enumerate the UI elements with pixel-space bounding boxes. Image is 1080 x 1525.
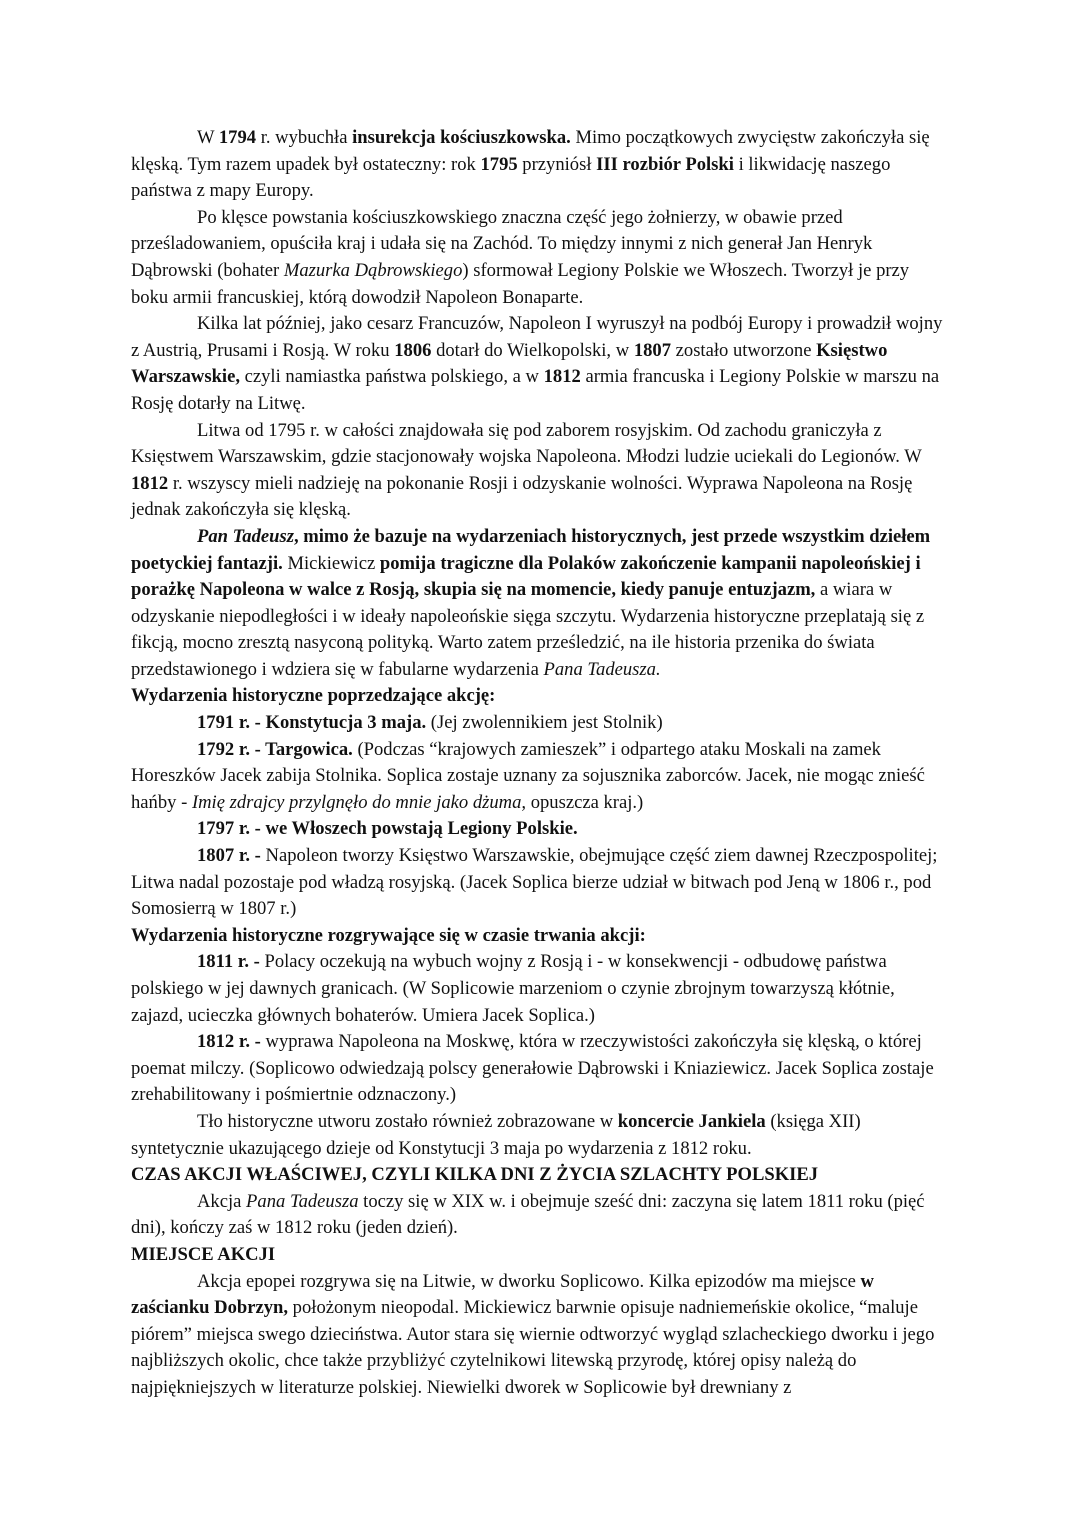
bold-text: 1812 r. -: [197, 1031, 261, 1053]
text: ) sformował Legiony Polskie we Włoszech. Tworzył je przy boku armii francuskiej, którą dowodził Napoleon Bonaparte.: [131, 259, 910, 308]
bold-text: 1807: [633, 339, 671, 361]
bold-text: 1806: [394, 339, 432, 361]
text: Akcja: [197, 1190, 247, 1212]
text: Akcja epopei rozgrywa się na Litwie, w dworku Soplicowo. Kilka epizodów ma miejsce: [197, 1270, 861, 1292]
heading-events-before: Wydarzenia historyczne poprzedzające akcję:: [131, 685, 496, 707]
text: armia francuska i Legiony Polskie w marszu na Rosję dotarły na Litwę.: [131, 366, 940, 414]
event-1797: [131, 816, 949, 843]
paragraph-czas-akcji: [131, 1189, 949, 1242]
text: W: [197, 127, 219, 148]
italic-text: Pana Tadeusza: [246, 1190, 359, 1212]
text: dotarł do Wielkopolski, w: [431, 339, 634, 361]
heading-events-during: Wydarzenia historyczne rozgrywające się w czasie trwania akcji:: [131, 924, 646, 946]
paragraph-napoleon: [131, 311, 949, 417]
bold-text: koncercie Jankiela: [617, 1110, 766, 1132]
paragraph-miejsce-akcji: [131, 1269, 949, 1402]
event-1791: [131, 710, 949, 737]
bold-text: III rozbiór Polski: [596, 153, 734, 175]
bold-text: 1795: [480, 153, 518, 175]
heading-czas-akcji: CZAS AKCJI WŁAŚCIWEJ, CZYLI KILKA DNI Z ŻYCIA SZLACHTY POLSKIEJ: [131, 1164, 819, 1186]
text: (Podczas “krajowych zamieszek” i odpartego ataku Moskali na zamek Horeszków Jacek zabija Stolnika. Soplica zostaje uznany za sojusznika zaborców. Jacek, nie mogąc znieść hańby -: [131, 738, 925, 813]
bold-text: 1797 r. - we Włoszech powstają Legiony Polskie.: [197, 818, 578, 840]
bold-text: 1807 r. -: [197, 845, 261, 867]
bold-text: 1812: [131, 472, 169, 494]
text: (księga XII) syntetycznie ukazującego dzieje od Konstytucji 3 maja po wydarzenia z 1812 roku.: [131, 1110, 861, 1159]
text: wyprawa Napoleona na Moskwę, która w rzeczywistości zakończyła się klęską, o której poemat milczy. (Soplicowo odwiedzają polscy generałowie Dąbrowski i Kniaziewicz. Jacek Soplica zostaje zrehabilitowany i pośmiertnie odznaczony.): [131, 1031, 934, 1106]
text: położonym nieopodal. Mickiewicz barwnie opisuje nadniemeńskie okolice, “maluje piórem” miejsca swego dzieciństwa. Autor stara się wiernie odtworzyć wygląd szlacheckiego dworku i jego najbliższych okolic, chce także przybliżyć czytelnikowi litewską przyrodę, której opisy należą do najpiękniejszych w literaturze polskiej. Niewielki dworek w Soplicowie był drewniany z: [131, 1297, 935, 1398]
bold-text: 1811 r. -: [197, 951, 260, 973]
text: przyniósł: [517, 153, 597, 175]
text: Litwa od 1795 r. w całości znajdowała się pod zaborem rosyjskim. Od zachodu graniczyła z Księstwem Warszawskim, gdzie stacjonowały wojska Napoleona. Młodzi ludzie uciekali do Legionów. W: [131, 419, 922, 468]
text: Mickiewicz: [282, 552, 380, 574]
text: czyli namiastka państwa polskiego, a w: [239, 366, 544, 388]
event-1812: [131, 1029, 949, 1109]
paragraph-legiony: [131, 205, 949, 311]
bold-italic-text: Pan Tadeusz: [197, 525, 294, 547]
bold-text: w zaścianku Dobrzyn,: [131, 1270, 874, 1319]
text: Po klęsce powstania kościuszkowskiego znaczna część jego żołnierzy, w obawie przed prześladowaniem, opuściła kraj i udała się na Zachód. To między innymi z nich generał Jan Henryk Dąbrowski (bohater: [131, 206, 873, 281]
event-1792: [131, 737, 949, 817]
text: zostało utworzone: [671, 339, 817, 361]
paragraph-pan-tadeusz: [131, 524, 949, 684]
text: Tło historyczne utworu zostało również zobrazowane w: [197, 1110, 618, 1132]
bold-text: 1791 r. - Konstytucja 3 maja.: [197, 712, 427, 734]
event-1811: [131, 949, 949, 1029]
bold-text: Księstwo Warszawskie,: [131, 339, 888, 388]
bold-text: pomija tragiczne dla Polaków zakończenie kampanii napoleońskiej i porażkę Napoleona w walce z Rosją, skupia się na momencie, kiedy panuje entuzjazm,: [131, 552, 921, 601]
text: opuszcza kraj.): [526, 791, 644, 813]
heading-miejsce-akcji: MIEJSCE AKCJI: [131, 1243, 276, 1265]
text: toczy się w XIX w. i obejmuje sześć dni: zaczyna się latem 1811 roku (pięć dni), kończy zaś w 1812 roku (jeden dzień).: [131, 1190, 925, 1239]
text: Kilka lat później, jako cesarz Francuzów, Napoleon I wyruszył na podbój Europy i prowadził wojny z Austrią, Prusami i Rosją. W roku: [131, 313, 943, 361]
document-page: [131, 125, 949, 1402]
text: a wiara w odzyskanie niepodległości i w ideały napoleońskie sięga szczytu. Wydarzenia historyczne przeplatają się z fikcją, mocno zresztą nasyconą polityką. Warto zatem prześledzić, na ile historia przenika do świata przedstawionego i wdziera się w fabularne wydarzenia: [131, 579, 925, 680]
event-1807: [131, 843, 949, 923]
bold-text: insurekcja kościuszkowska.: [352, 127, 571, 148]
bold-text: 1794: [218, 127, 257, 148]
paragraph-insurekcja: [131, 125, 949, 205]
italic-text: Pana Tadeusza.: [543, 658, 661, 680]
paragraph-koncert-jankiela: [131, 1109, 949, 1162]
text: Mimo początkowych zwycięstw zakończyła się klęską. Tym razem upadek był ostateczny: rok: [131, 127, 930, 175]
italic-text: Mazurka Dąbrowskiego: [283, 259, 463, 281]
text: Polacy oczekują na wybuch wojny z Rosją i - w konsekwencji - odbudowę państwa polskiego w jej dawnych granicach. (W Soplicowie marzeniom o czynie zbrojnym towarzyszą kłótnie, zajazd, ucieczka głównych bohaterów. Umiera Jacek Soplica.): [131, 951, 895, 1026]
bold-text: , mimo że bazuje na wydarzeniach historycznych, jest przede wszystkim dziełem poetyckiej fantazji.: [131, 525, 931, 574]
bold-text: 1812: [543, 366, 581, 388]
text: r. wszyscy mieli nadzieję na pokonanie Rosji i odzyskanie wolności. Wyprawa Napoleona na Rosję jednak zakończyła się klęską.: [131, 472, 913, 521]
text: Napoleon tworzy Księstwo Warszawskie, obejmujące część ziem dawnej Rzeczpospolitej; Litwa nadal pozostaje pod władzą rosyjską. (Jacek Soplica bierze udział w bitwach pod Jeną w 1806 r., pod Somosierrą w 1807 r.): [131, 845, 938, 920]
text: i likwidację naszego państwa z mapy Europy.: [131, 153, 891, 202]
italic-text: Imię zdrajcy przylgnęło do mnie jako dżuma,: [191, 791, 527, 813]
text: r. wybuchła: [256, 127, 353, 148]
bold-text: 1792 r. - Targowica.: [197, 738, 353, 760]
text: (Jej zwolennikiem jest Stolnik): [426, 712, 663, 734]
paragraph-litwa: [131, 418, 949, 524]
